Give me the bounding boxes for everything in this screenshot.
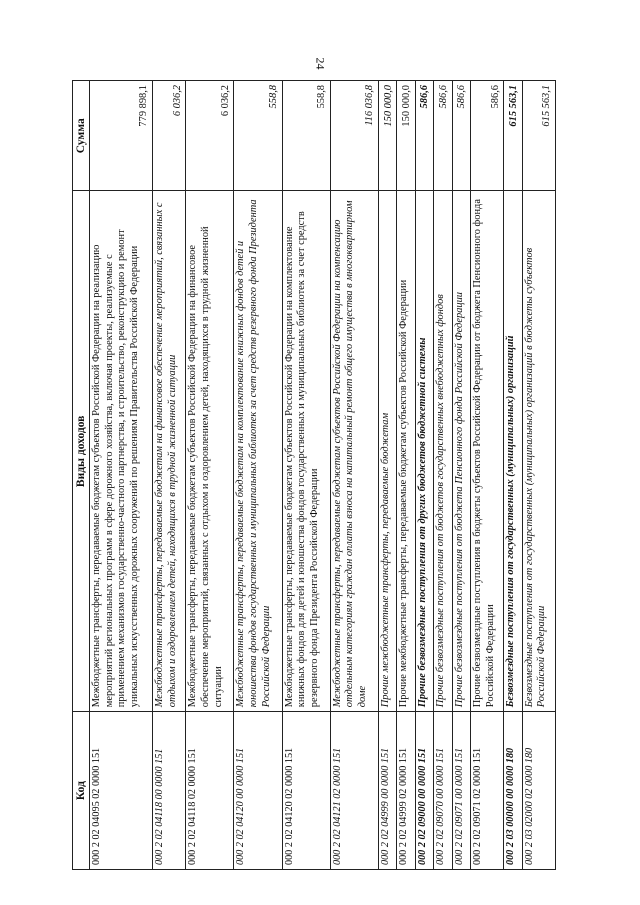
- amount-cell: 150 000,0: [397, 81, 415, 191]
- code-cell: 000 2 02 04999 00 0000 151: [378, 712, 396, 870]
- table-row: [397, 81, 415, 870]
- code-cell: 000 2 02 04095 02 0000 151: [90, 712, 153, 870]
- amount-cell: 6 036,2: [186, 81, 234, 191]
- code-cell: 000 2 03 02000 02 0000 180: [522, 712, 555, 870]
- code-cell: 000 2 03 00000 00 0000 180: [504, 712, 522, 870]
- code-cell: 000 2 02 04118 00 0000 151: [153, 712, 186, 870]
- amount-cell: 586,6: [470, 81, 503, 191]
- code-cell: 000 2 02 04118 02 0000 151: [186, 712, 234, 870]
- code-cell: 000 2 02 09000 00 0000 151: [415, 712, 433, 870]
- header-code: Код: [73, 712, 90, 870]
- description-cell: Прочие безвозмездные поступления от других бюджетов бюджетной системы: [415, 191, 433, 712]
- amount-cell: 116 036,8: [330, 81, 378, 191]
- description-cell: Межбюджетные трансферты, передаваемые бюджетам субъектов Российской Федерации на компенсацию отдельным категориям граждан оплаты взноса на капитальный ремонт общего имущества в многоквартирном доме: [330, 191, 378, 712]
- amount-cell: 6 036,2: [153, 81, 186, 191]
- description-cell: Прочие безвозмездные поступления в бюджеты субъектов Российской Федерации от бюджета Пенсионного фонда Российской Федерации: [470, 191, 503, 712]
- description-cell: Межбюджетные трансферты, передаваемые бюджетам субъектов Российской Федерации на реализацию мероприятий региональных программ в сфере дорожного хозяйства, включая проекты, реализуемые с применением механизмов государственно-частного партнерства, и строительство, реконструкцию и ремонт уникальных искусственных дорожных сооружений по решениям Правительства Российской Федерации: [90, 191, 153, 712]
- table-row: [90, 81, 153, 870]
- code-cell: 000 2 02 04999 02 0000 151: [397, 712, 415, 870]
- code-cell: 000 2 02 04121 02 0000 151: [330, 712, 378, 870]
- description-cell: Прочие межбюджетные трансферты, передаваемые бюджетам: [378, 191, 396, 712]
- amount-cell: 558,8: [234, 81, 282, 191]
- amount-cell: 615 563,1: [504, 81, 522, 191]
- table-row: [522, 81, 555, 870]
- code-cell: 000 2 02 09071 02 0000 151: [470, 712, 503, 870]
- page-number: [0, 56, 640, 71]
- table-row: [470, 81, 503, 870]
- table-row: [330, 81, 378, 870]
- code-cell: 000 2 02 04120 00 0000 151: [234, 712, 282, 870]
- description-cell: Прочие межбюджетные трансферты, передаваемые бюджетам субъектов Российской Федерации: [397, 191, 415, 712]
- code-cell: 000 2 02 09071 00 0000 151: [452, 712, 470, 870]
- table-row: [415, 81, 433, 870]
- rotated-table-container: [72, 80, 556, 870]
- code-cell: 000 2 02 04120 02 0000 151: [282, 712, 330, 870]
- table-row: [434, 81, 452, 870]
- amount-cell: 558,8: [282, 81, 330, 191]
- description-cell: Безвозмездные поступления от государственных (муниципальных) организаций в бюджеты субъектов Российской Федерации: [522, 191, 555, 712]
- header-amount: Сумма: [73, 81, 90, 191]
- table-row: [452, 81, 470, 870]
- code-cell: 000 2 02 09070 00 0000 151: [434, 712, 452, 870]
- amount-cell: 586,6: [434, 81, 452, 191]
- page-number-text: 24: [313, 57, 328, 70]
- revenue-table: [72, 80, 556, 870]
- header-description: Виды доходов: [73, 191, 90, 712]
- description-cell: Межбюджетные трансферты, передаваемые бюджетам субъектов Российской Федерации на комплектование книжных фондов для детей и юношества фондов государственных и муниципальных библиотек за счет средств резервного фонда Президента Российской Федерации: [282, 191, 330, 712]
- description-cell: Безвозмездные поступления от государственных (муниципальных) организаций: [504, 191, 522, 712]
- table-row: [153, 81, 186, 870]
- description-cell: Прочие безвозмездные поступления от бюджета Пенсионного фонда Российской Федерации: [452, 191, 470, 712]
- amount-cell: 150 000,0: [378, 81, 396, 191]
- table-row: [378, 81, 396, 870]
- description-cell: Межбюджетные трансферты, передаваемые бюджетам субъектов Российской Федерации на финансовое обеспечение мероприятий, связанных с отдыхом и оздоровлением детей, находящихся в трудной жизненной ситуации: [186, 191, 234, 712]
- table-row: [186, 81, 234, 870]
- table-row: [504, 81, 522, 870]
- description-cell: Прочие безвозмездные поступления от бюджетов государственных внебюджетных фондов: [434, 191, 452, 712]
- table-body: [90, 81, 556, 870]
- amount-cell: 615 563,1: [522, 81, 555, 191]
- description-cell: Межбюджетные трансферты, передаваемые бюджетам на финансовое обеспечение мероприятий, связанных с отдыхом и оздоровлением детей, находящихся в трудной жизненной ситуации: [153, 191, 186, 712]
- table-row: [234, 81, 282, 870]
- table-header-row: [73, 81, 90, 870]
- amount-cell: 586,6: [452, 81, 470, 191]
- description-cell: Межбюджетные трансферты, передаваемые бюджетам на комплектование книжных фондов детей и юношества фондов государственных и муниципальных библиотек за счет средств резервного фонда Президента Российской Федерации: [234, 191, 282, 712]
- amount-cell: 779 898,1: [90, 81, 153, 191]
- amount-cell: 586,6: [415, 81, 433, 191]
- table-row: [282, 81, 330, 870]
